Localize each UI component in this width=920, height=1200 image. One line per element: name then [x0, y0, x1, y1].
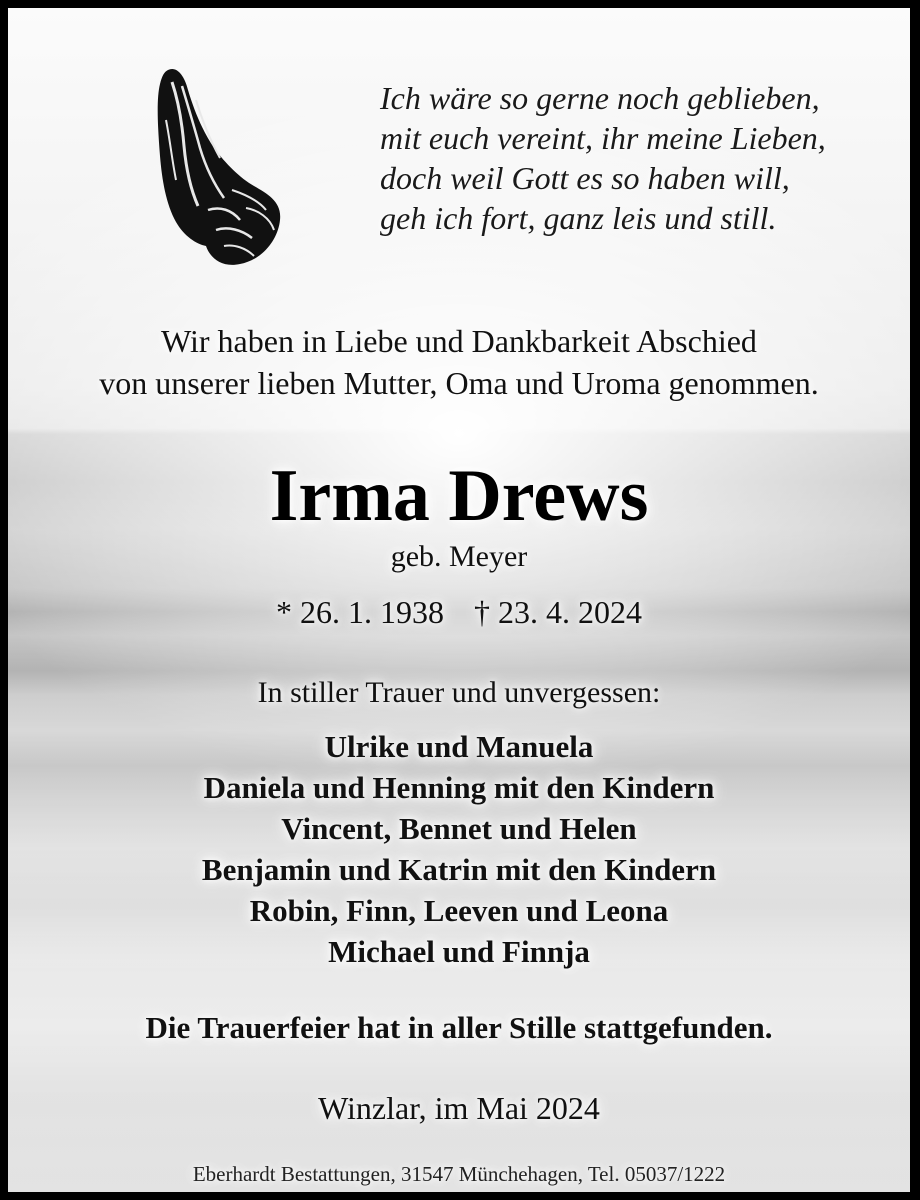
deceased-name: Irma Drews: [269, 455, 649, 537]
mourners-list: [8, 726, 910, 972]
death-date: † 23. 4. 2024: [474, 594, 642, 630]
obituary-notice: [8, 8, 910, 1192]
birth-date: * 26. 1. 1938: [276, 594, 444, 630]
poem-line: doch weil Gott es so haben will,: [380, 160, 790, 196]
poem: [380, 78, 900, 238]
intro-text: [8, 320, 910, 404]
praying-hands-icon: [136, 60, 286, 270]
mourner-line: Daniela und Henning mit den Kindern: [203, 770, 715, 805]
mourner-line: Michael und Finnja: [328, 934, 590, 969]
intro-line: Wir haben in Liebe und Dankbarkeit Abschied: [161, 323, 757, 359]
birth-name: geb. Meyer: [390, 540, 528, 573]
ceremony-note: Die Trauerfeier hat in aller Stille stattgefunden.: [145, 1010, 773, 1045]
poem-line: geh ich fort, ganz leis und still.: [380, 200, 777, 236]
poem-line: Ich wäre so gerne noch geblieben,: [380, 80, 820, 116]
intro-line: von unserer lieben Mutter, Oma und Uroma genommen.: [99, 365, 819, 401]
mourner-line: Robin, Finn, Leeven und Leona: [249, 893, 669, 928]
funeral-home-footer: Eberhardt Bestattungen, 31547 Münchehagen, Tel. 05037/1222: [192, 1162, 726, 1186]
mourners-heading: In stiller Trauer und unvergessen:: [257, 676, 661, 709]
poem-line: mit euch vereint, ihr meine Lieben,: [380, 120, 826, 156]
place-date: Winzlar, im Mai 2024: [318, 1090, 600, 1126]
life-dates: [8, 592, 910, 632]
mourner-line: Ulrike und Manuela: [324, 729, 594, 764]
mourner-line: Benjamin und Katrin mit den Kindern: [201, 852, 717, 887]
mourner-line: Vincent, Bennet und Helen: [281, 811, 637, 846]
